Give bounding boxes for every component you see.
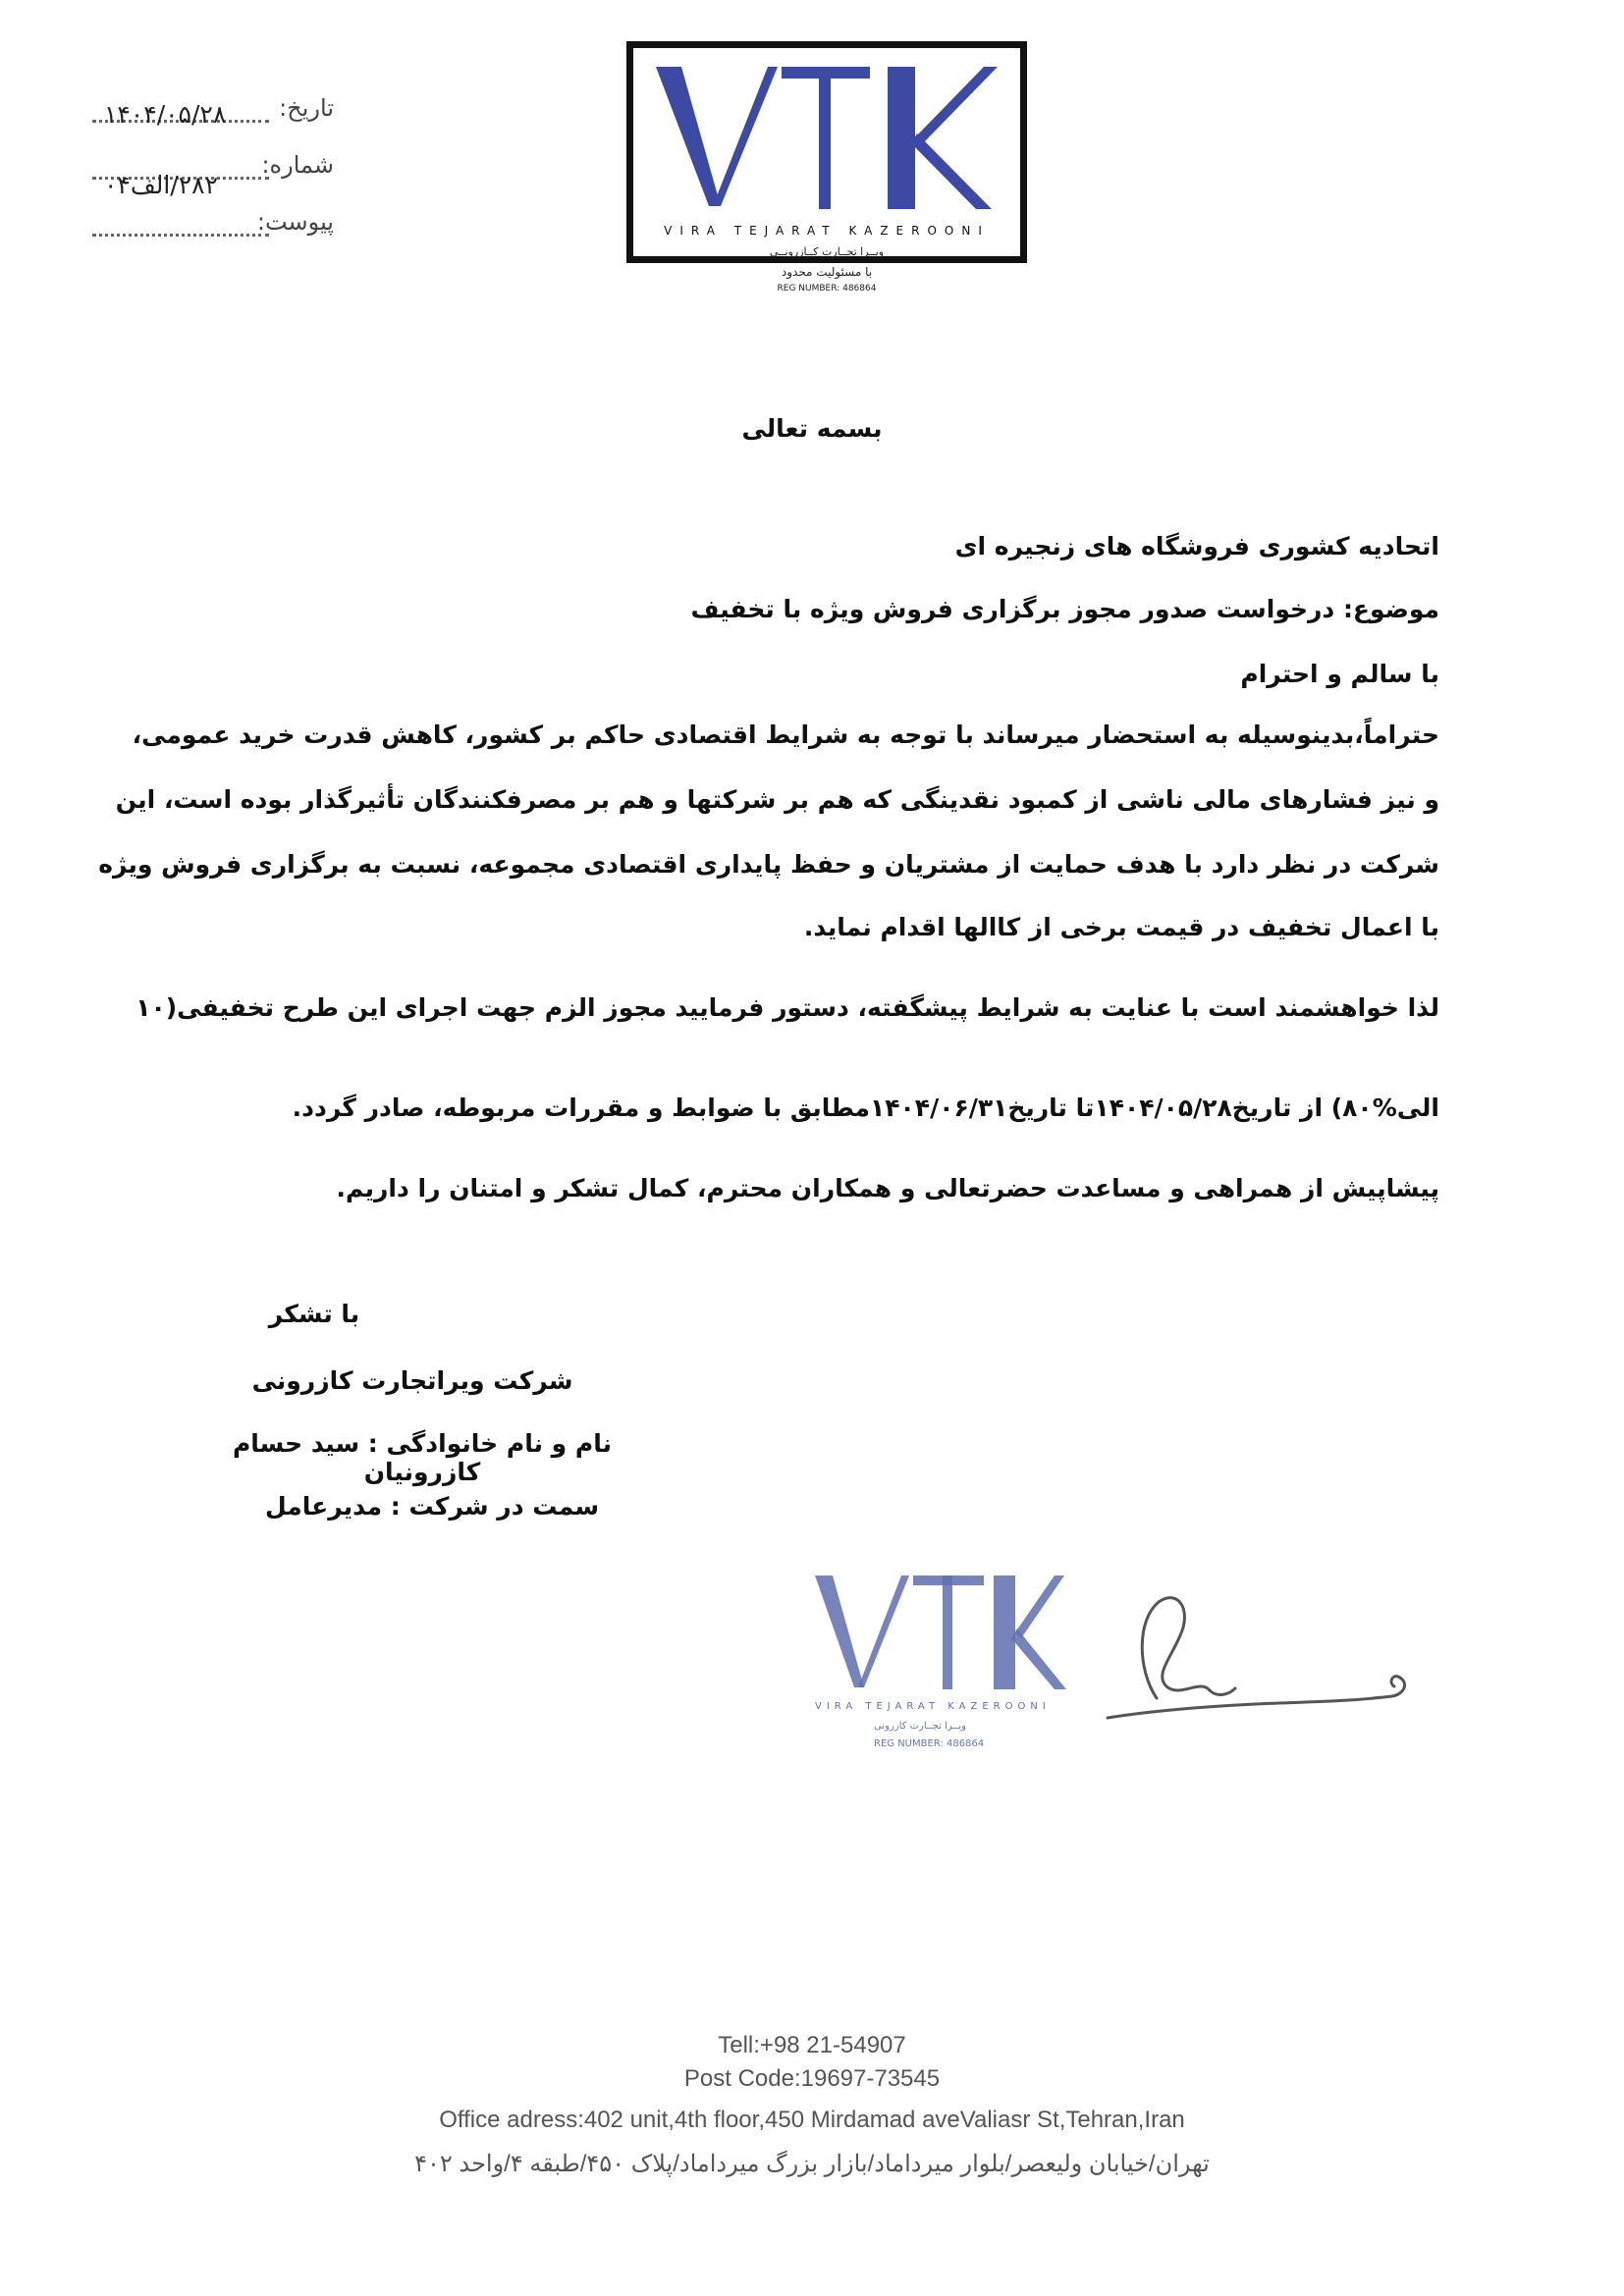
- logo-latin-name: VIRA TEJARAT KAZEROONI: [664, 224, 990, 238]
- logo-legal-form: با مسئولیت محدود: [781, 265, 873, 279]
- stamp-persian-name: ویــرا تجــارت کازرونی: [874, 1721, 966, 1732]
- company-stamp: [776, 1566, 1080, 1762]
- request-line: الی%۸۰) از تاریخ۱۴۰۴/۰۵/۲۸تا تاریخ۱۴۰۴/۰۶/۳۱مطابق با ضوابط و مقررات مربوطه، صادر گردد.: [292, 1094, 1439, 1122]
- paragraph-line: با اعمال تخفیف در قیمت برخی از کاالها اقدام نماید.: [803, 913, 1439, 941]
- footer-office-address: Office adress:402 unit,4th floor,450 Mirdamad aveValiasr St,Tehran,Iran: [439, 2107, 1185, 2133]
- basmala: بسمه تعالی: [741, 414, 883, 443]
- footer-persian-address: تهران/خیابان ولیعصر/بلوار میرداماد/بازار بزرگ میرداماد/پلاک ۴۵۰/طبقه ۴/واحد ۴۰۲: [414, 2151, 1210, 2177]
- date-label: تاریخ:: [279, 94, 334, 122]
- stamp-reg-number: REG NUMBER: 486864: [874, 1738, 985, 1749]
- logo-persian-name: ویــرا تجــارت کــازرونــی: [769, 245, 885, 258]
- number-row: [90, 151, 346, 208]
- footer-tel: Tell:+98 21-54907: [718, 2032, 906, 2058]
- paragraph-line: و نیز فشارهای مالی ناشی از کمبود نقدینگی که هم بر شرکتها و هم بر مصرفکنندگان تأثیرگذار بوده است، این: [115, 785, 1439, 814]
- subject-line: موضوع: درخواست صدور مجوز برگزاری فروش ویژه با تخفیف: [690, 595, 1439, 623]
- company-logo: [626, 41, 1027, 263]
- footer-post-code: Post Code:19697-73545: [683, 2065, 941, 2092]
- request-line: لذا خواهشمند است با عنایت به شرایط پیشگفته، دستور فرمایید مجوز الزم جهت اجرای این طرح تخفیفی(۱۰: [135, 993, 1439, 1022]
- letter-meta: [90, 94, 346, 265]
- date-row: [90, 94, 346, 151]
- attachment-row: [90, 208, 346, 265]
- signer-position: سمت در شرکت : مدیرعامل: [264, 1492, 600, 1521]
- signer-name: نام و نام خانوادگی : سید حسام کازرونیان: [232, 1429, 613, 1486]
- attachment-label: پیوست:: [256, 208, 334, 236]
- company-name: شرکت ویراتجارت کازرونی: [251, 1366, 573, 1395]
- attachment-dots: [92, 234, 269, 237]
- closing: با تشکر: [268, 1300, 360, 1328]
- vtk-logo-mark: [652, 59, 1005, 226]
- logo-reg-number: REG NUMBER: 486864: [777, 284, 877, 294]
- thanks-line: پیشاپیش از همراهی و مساعدت حضرتعالی و همکاران محترم، کمال تشکر و امتنان را داریم.: [336, 1174, 1439, 1202]
- paragraph-line: شرکت در نظر دارد با هدف حمایت از مشتریان و حفظ پایداری اقتصادی مجموعه، نسبت به برگزاری فروش ویژه: [98, 850, 1439, 879]
- greeting: با سالم و احترام: [1240, 660, 1439, 688]
- stamp-latin-name: VIRA TEJARAT KAZEROONI: [815, 1701, 1051, 1712]
- number-label: شماره:: [261, 151, 334, 179]
- paragraph-line: حتراماً،بدینوسیله به استحضار میرساند با توجه به شرایط اقتصادی حاکم بر کشور، کاهش قدرت خرید عمومی،: [132, 721, 1439, 749]
- number-value: ۲۸۲/الف۰۴: [104, 171, 219, 199]
- recipient: اتحادیه کشوری فروشگاه های زنجیره ای: [954, 532, 1439, 561]
- date-value: ۱۴۰۴/۰۵/۲۸: [104, 100, 227, 129]
- stamp-logo-mark: [776, 1566, 1070, 1698]
- handwritten-signature: [1098, 1580, 1422, 1728]
